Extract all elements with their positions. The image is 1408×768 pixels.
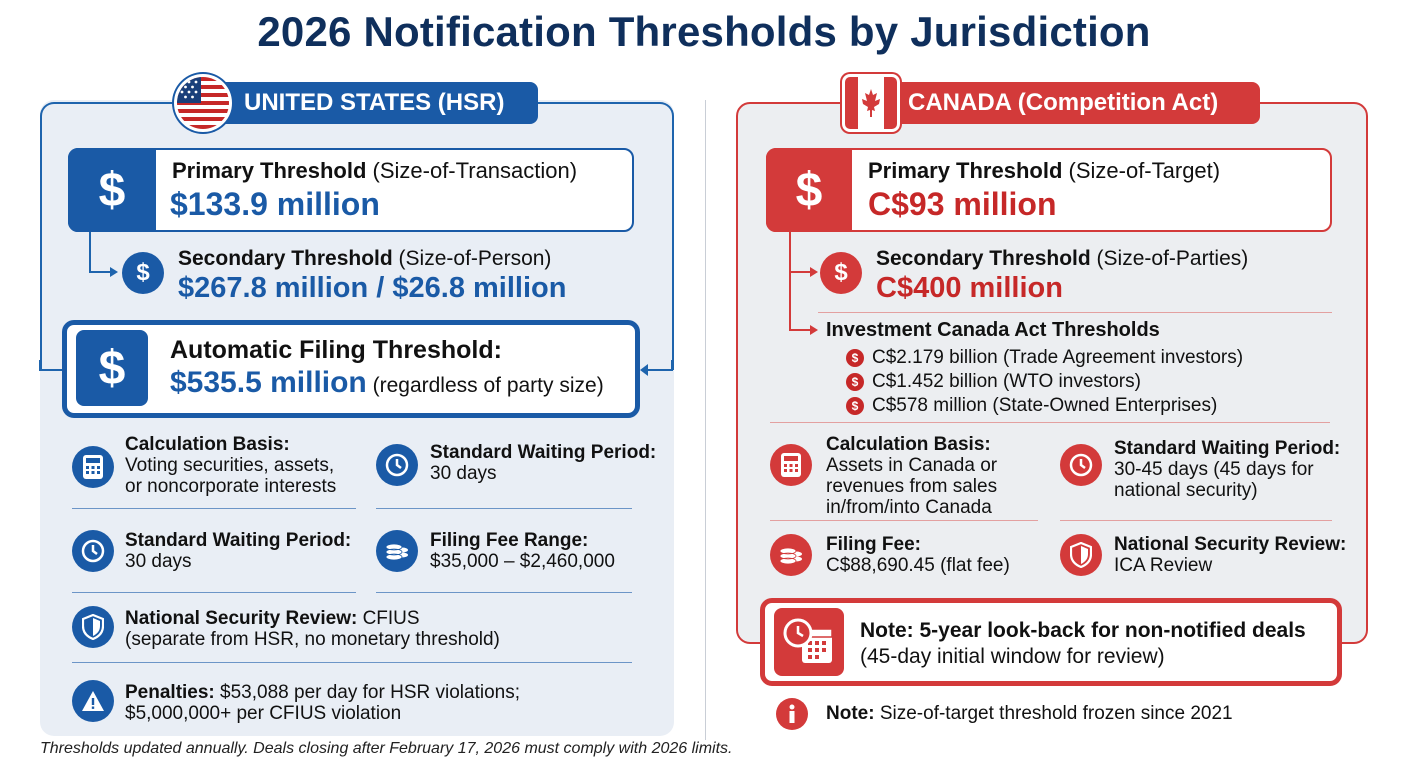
- us-secondary-connector-arrow: [86, 232, 126, 282]
- canada-waiting-period: Standard Waiting Period: 30-45 days (45 days for national security): [1114, 438, 1341, 501]
- coins-icon: [376, 530, 418, 572]
- us-divider: [72, 508, 356, 509]
- us-primary-label: Primary Threshold (Size-of-Transaction): [172, 158, 578, 183]
- ica-thresholds-list: [846, 346, 1243, 418]
- us-waiting-period-right: Standard Waiting Period: 30 days: [430, 442, 657, 484]
- us-secondary-dollar-icon: $: [122, 252, 164, 294]
- dollar-icon: $: [846, 397, 864, 415]
- canada-filing-fee: Filing Fee: C$88,690.45 (flat fee): [826, 534, 1010, 576]
- clock-calendar-icon: [774, 608, 844, 676]
- canada-secondary-dollar-icon: $: [820, 252, 862, 294]
- canada-divider: [1060, 520, 1332, 521]
- ica-thresholds-heading: Investment Canada Act Thresholds: [826, 319, 1160, 341]
- shield-icon: [72, 606, 114, 648]
- canada-calculation-basis: Calculation Basis: Assets in Canada or revenues from sales in/from/into Canada: [826, 434, 998, 518]
- center-divider: [705, 100, 706, 740]
- us-automatic-label: Automatic Filing Threshold:: [170, 336, 502, 364]
- us-flag-icon: [174, 74, 232, 132]
- coins-icon: [770, 534, 812, 576]
- us-waiting-period-left: Standard Waiting Period: 30 days: [125, 530, 352, 572]
- us-primary-value: $133.9 million: [170, 186, 380, 222]
- us-divider: [376, 508, 632, 509]
- us-national-security-review: National Security Review: CFIUS (separate from HSR, no monetary threshold): [125, 608, 500, 650]
- canada-divider: [770, 422, 1330, 423]
- warning-icon: [72, 680, 114, 722]
- list-item: $ C$2.179 billion (Trade Agreement investors): [846, 346, 1243, 370]
- dollar-icon: $: [846, 349, 864, 367]
- canada-bottom-note: Note: Size-of-target threshold frozen since 2021: [826, 703, 1233, 724]
- list-item: $ C$1.452 billion (WTO investors): [846, 370, 1243, 394]
- canada-flag-icon: [842, 74, 900, 132]
- us-divider: [376, 592, 632, 593]
- us-divider: [72, 592, 356, 593]
- clock-icon: [376, 444, 418, 486]
- us-header-label: UNITED STATES (HSR): [244, 89, 505, 116]
- us-filing-fee-range: Filing Fee Range: $35,000 – $2,460,000: [430, 530, 615, 572]
- page-title: 2026 Notification Thresholds by Jurisdiction: [257, 8, 1151, 55]
- us-automatic-dollar-icon: $: [76, 330, 148, 406]
- shield-icon: [1060, 534, 1102, 576]
- us-primary-dollar-icon: $: [68, 148, 156, 232]
- dollar-icon: $: [846, 373, 864, 391]
- us-header: [198, 82, 538, 124]
- us-automatic-value-line: $535.5 million (regardless of party size): [170, 366, 604, 399]
- canada-primary-label: Primary Threshold (Size-of-Target): [868, 158, 1221, 183]
- canada-primary-dollar-icon: $: [766, 148, 852, 232]
- us-divider: [72, 662, 632, 663]
- canada-header-label: CANADA (Competition Act): [908, 89, 1219, 116]
- list-item: $ C$578 million (State-Owned Enterprises): [846, 394, 1243, 418]
- footnote: Thresholds updated annually. Deals closing after February 17, 2026 must comply with 2026 limits.: [40, 740, 733, 757]
- canada-header: [860, 82, 1260, 124]
- us-penalties: Penalties: $53,088 per day for HSR violations; $5,000,000+ per CFIUS violation: [125, 682, 520, 724]
- canada-divider: [770, 520, 1038, 521]
- canada-national-security-review: National Security Review: ICA Review: [1114, 534, 1347, 576]
- clock-icon: [1060, 444, 1102, 486]
- calculator-icon: [770, 444, 812, 486]
- us-secondary-label: Secondary Threshold (Size-of-Person): [178, 247, 552, 270]
- info-icon: [776, 698, 808, 730]
- canada-secondary-value: C$400 million: [876, 272, 1063, 304]
- us-secondary-value: $267.8 million / $26.8 million: [178, 272, 567, 304]
- canada-note-text: Note: 5-year look-back for non-notified deals (45-day initial window for review): [860, 619, 1306, 668]
- canada-connector-arrows: [786, 232, 826, 342]
- clock-icon: [72, 530, 114, 572]
- calculator-icon: [72, 446, 114, 488]
- canada-secondary-label: Secondary Threshold (Size-of-Parties): [876, 247, 1249, 270]
- canada-divider: [818, 312, 1332, 313]
- canada-primary-value: C$93 million: [868, 186, 1057, 222]
- us-calculation-basis: Calculation Basis: Voting securities, assets, or noncorporate interests: [125, 434, 337, 497]
